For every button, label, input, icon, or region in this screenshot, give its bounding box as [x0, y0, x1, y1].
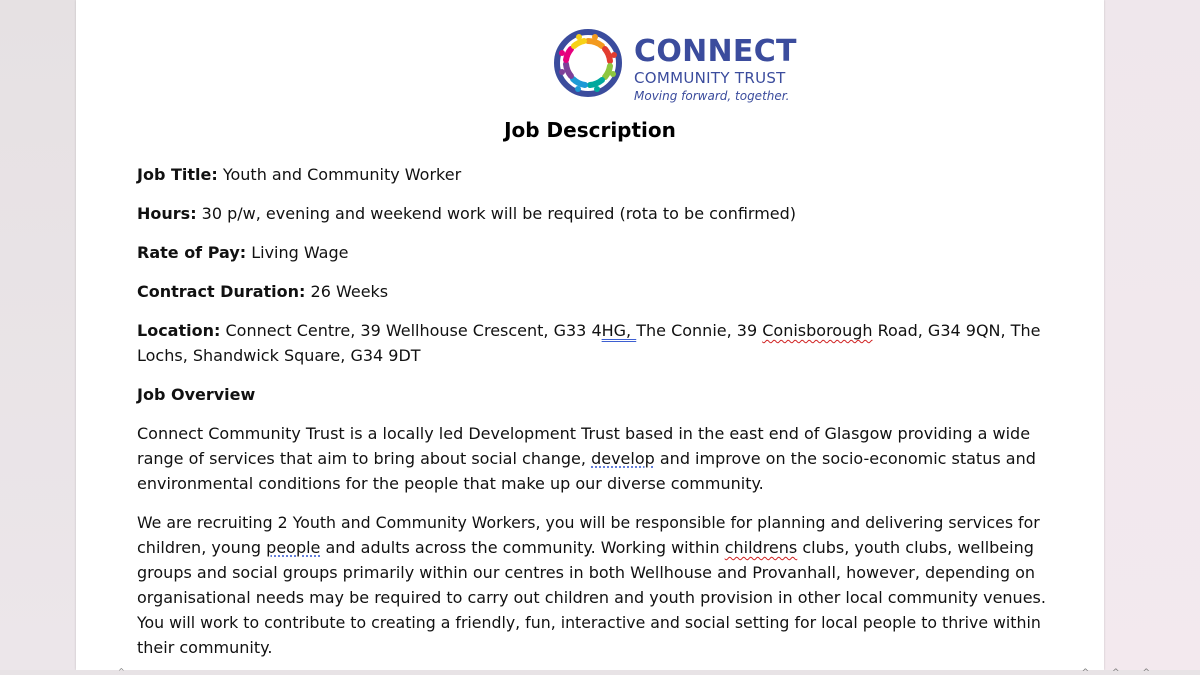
job-overview-heading — [137, 382, 255, 408]
paragraph-2-line-2-a: children, young — [137, 538, 267, 557]
job-overview-heading-text: Job Overview — [137, 385, 256, 404]
contract-duration-value: 26 Weeks — [305, 282, 389, 301]
paragraph-1-line-3: environmental conditions for the people that make up our diverse community. — [137, 474, 764, 493]
location-line-2: Lochs, Shandwick Square, G34 9DT — [137, 346, 421, 365]
logo-tagline: Moving forward, together. — [634, 89, 790, 103]
paragraph-2-line-2-e: clubs, youth clubs, wellbeing — [797, 538, 1034, 557]
logo-wordmark — [634, 34, 797, 103]
paragraph-2-line-4: organisational needs may be required to carry out children and youth provision in other local community venues. — [137, 588, 1046, 607]
rate-of-pay-line — [137, 240, 348, 266]
paragraph-1-line-1: Connect Community Trust is a locally led Development Trust based in the east end of Glasgow providing a wide — [137, 424, 1031, 443]
paragraph-2-spelling-flag[interactable]: childrens — [724, 538, 798, 557]
location-line — [137, 318, 1040, 344]
location-value-part2: The Connie, 39 — [636, 321, 763, 340]
rate-of-pay-label: Rate of Pay: — [137, 243, 247, 262]
document-page[interactable] — [76, 0, 1104, 670]
job-title-label: Job Title: — [137, 165, 218, 184]
hours-line — [137, 201, 796, 227]
bottom-ruler-marks-icon: ^ ^ ^ — [1081, 668, 1160, 675]
ruler-marker-icon: ^ — [118, 667, 125, 675]
hours-value: 30 p/w, evening and weekend work will be required (rota to be confirmed) — [196, 204, 797, 223]
document-title: Job Description — [504, 118, 676, 142]
paragraph-2-line-5: You will work to contribute to creating a friendly, fun, interactive and social setting for local people to thrive within — [137, 613, 1041, 632]
right-margin-area — [1104, 0, 1200, 675]
paragraph-2-line-1: We are recruiting 2 Youth and Community Workers, you will be responsible for planning and delivering services for — [137, 513, 1040, 532]
logo-subtitle: COMMUNITY TRUST — [634, 69, 786, 87]
paragraph-2-line-2 — [137, 535, 1034, 561]
paragraph-1-line-2 — [137, 446, 1036, 472]
hours-label: Hours: — [137, 204, 197, 223]
logo-name: CONNECT — [634, 34, 797, 69]
location-value-part1: Connect Centre, 39 Wellhouse Crescent, G33 4 — [220, 321, 602, 340]
paragraph-2-grammar-flag[interactable]: people — [266, 538, 321, 557]
location-spelling-flag[interactable]: Conisborough — [762, 321, 873, 340]
job-title-line — [137, 162, 461, 188]
connect-community-trust-logo — [552, 27, 797, 105]
job-title-value: Youth and Community Worker — [217, 165, 462, 184]
community-ring-icon — [552, 27, 624, 99]
left-margin-area — [0, 0, 76, 675]
paragraph-2-line-2-c: and adults across the community. Working within — [320, 538, 725, 557]
location-label: Location: — [137, 321, 221, 340]
location-value-part3: Road, G34 9QN, The — [872, 321, 1041, 340]
rate-of-pay-value: Living Wage — [246, 243, 349, 262]
paragraph-1-line-2-a: range of services that aim to bring about social change, — [137, 449, 592, 468]
paragraph-1-line-2-c: and improve on the socio-economic status and — [654, 449, 1036, 468]
paragraph-1-grammar-flag[interactable]: develop — [591, 449, 655, 468]
paragraph-2-line-3: groups and social groups primarily within our centres in both Wellhouse and Provanhall, however, depending on — [137, 563, 1036, 582]
location-grammar-flag[interactable]: HG, — [601, 321, 637, 340]
window-bottom-edge — [0, 670, 1200, 675]
paragraph-2-line-6: their community. — [137, 638, 273, 657]
contract-duration-label: Contract Duration: — [137, 282, 306, 301]
contract-duration-line — [137, 279, 388, 305]
